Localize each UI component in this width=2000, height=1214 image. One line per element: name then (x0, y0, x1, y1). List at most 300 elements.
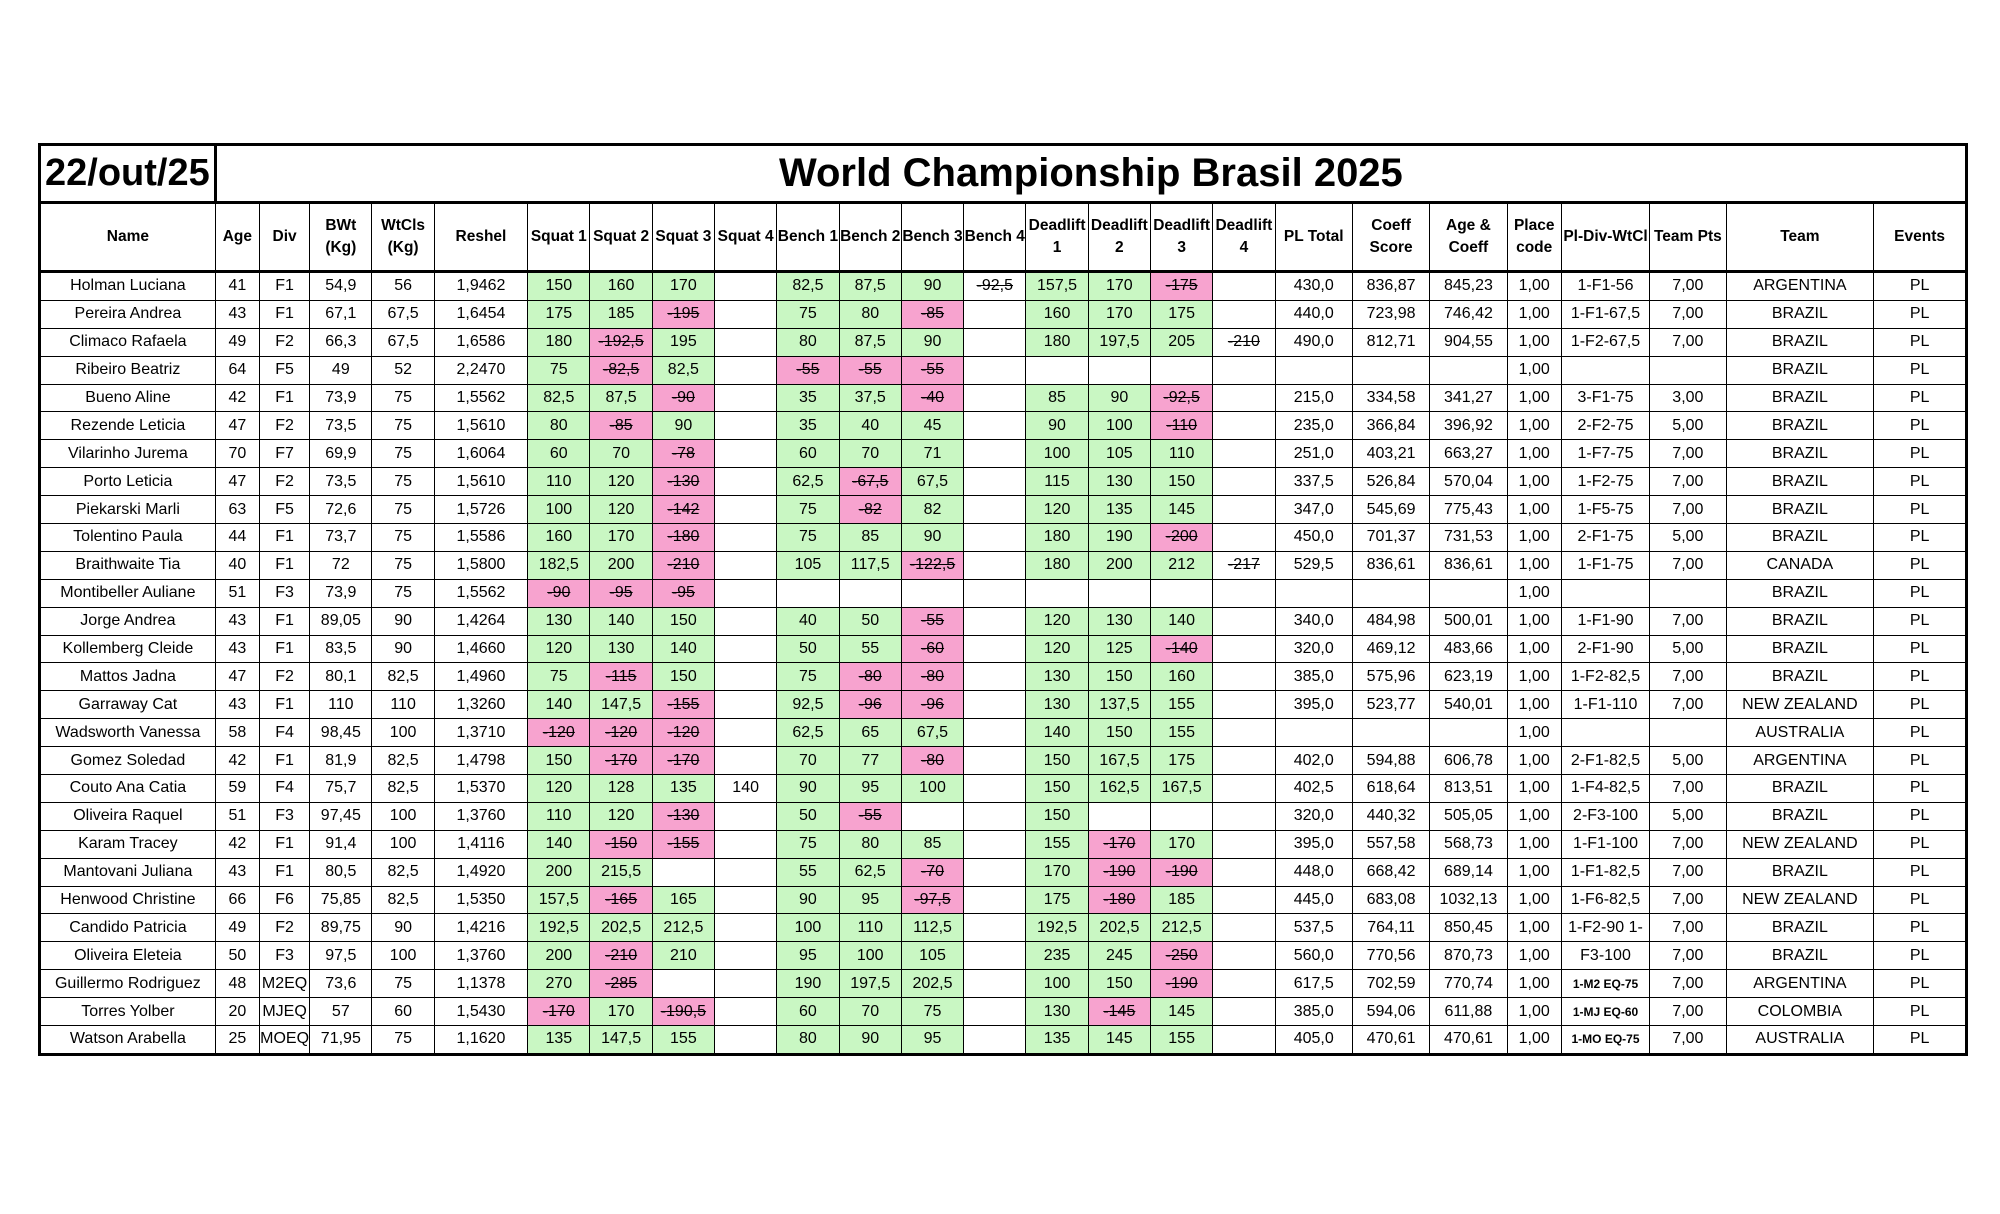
lift-attempt: -120 (652, 719, 714, 747)
lift-attempt: -165 (590, 886, 652, 914)
lift-attempt: 105 (1088, 440, 1150, 468)
lift-attempt: 130 (1088, 607, 1150, 635)
place-code: 1,00 (1507, 635, 1561, 663)
pl-total (1275, 719, 1352, 747)
lift-attempt (1213, 468, 1275, 496)
age-coeff: 505,05 (1430, 802, 1507, 830)
table-row (40, 272, 1967, 301)
lift-attempt: 105 (777, 551, 839, 579)
column-header: Deadlift 2 (1088, 203, 1150, 272)
lift-attempt: 215,5 (590, 858, 652, 886)
lift-attempt (964, 328, 1026, 356)
column-header: Squat 2 (590, 203, 652, 272)
lift-attempt: 70 (590, 440, 652, 468)
athlete-name: Watson Arabella (40, 1026, 216, 1055)
lift-attempt (1213, 802, 1275, 830)
age-coeff: 500,01 (1430, 607, 1507, 635)
lift-attempt (715, 328, 777, 356)
table-row (40, 524, 1967, 552)
athlete-name: Mantovani Juliana (40, 858, 216, 886)
lift-attempt: 175 (1026, 886, 1088, 914)
place-code: 1,00 (1507, 1026, 1561, 1055)
reshel-coefficient: 1,5610 (434, 468, 527, 496)
lift-attempt: 192,5 (1026, 914, 1088, 942)
athlete-name: Gomez Soledad (40, 747, 216, 775)
lift-attempt: 35 (777, 384, 839, 412)
table-row (40, 663, 1967, 691)
athlete-age: 43 (215, 607, 259, 635)
lift-attempt: 80 (528, 412, 590, 440)
lift-attempt (1088, 579, 1150, 607)
lift-attempt: -80 (901, 663, 963, 691)
lift-attempt: 80 (839, 830, 901, 858)
lift-attempt: 170 (652, 272, 714, 301)
bodyweight: 67,1 (310, 300, 372, 328)
weight-class: 82,5 (372, 886, 434, 914)
lift-attempt: 95 (839, 775, 901, 803)
place-code: 1,00 (1507, 356, 1561, 384)
weight-class: 60 (372, 998, 434, 1026)
lift-attempt: 100 (777, 914, 839, 942)
reshel-coefficient: 1,4264 (434, 607, 527, 635)
table-row (40, 607, 1967, 635)
lift-attempt: 145 (1150, 496, 1212, 524)
place-div-wtcl: 1-F4-82,5 (1561, 775, 1649, 803)
athlete-division: F1 (259, 272, 309, 301)
reshel-coefficient: 1,1378 (434, 970, 527, 998)
lift-attempt (715, 607, 777, 635)
lift-attempt: -140 (1150, 635, 1212, 663)
lift-attempt (964, 970, 1026, 998)
athlete-division: F1 (259, 691, 309, 719)
place-div-wtcl (1561, 579, 1649, 607)
lift-attempt: 197,5 (1088, 328, 1150, 356)
lift-attempt: 87,5 (590, 384, 652, 412)
team-name: BRAZIL (1726, 802, 1874, 830)
lift-attempt: -200 (1150, 524, 1212, 552)
team-name: COLOMBIA (1726, 998, 1874, 1026)
lift-attempt: 67,5 (901, 719, 963, 747)
age-coeff: 836,61 (1430, 551, 1507, 579)
lift-attempt: 155 (1026, 830, 1088, 858)
lift-attempt: 195 (652, 328, 714, 356)
weight-class: 52 (372, 356, 434, 384)
lift-attempt: 162,5 (1088, 775, 1150, 803)
lift-attempt: 192,5 (528, 914, 590, 942)
lift-attempt: -170 (652, 747, 714, 775)
lift-attempt: 100 (839, 942, 901, 970)
athlete-division: F5 (259, 356, 309, 384)
lift-attempt (964, 942, 1026, 970)
coeff-score: 545,69 (1352, 496, 1429, 524)
lift-attempt (715, 384, 777, 412)
place-div-wtcl: 3-F1-75 (1561, 384, 1649, 412)
team-points: 7,00 (1650, 914, 1726, 942)
lift-attempt: 235 (1026, 942, 1088, 970)
team-points: 5,00 (1650, 747, 1726, 775)
table-row (40, 802, 1967, 830)
lift-attempt: 75 (777, 663, 839, 691)
lift-attempt (964, 300, 1026, 328)
lift-attempt: 75 (528, 663, 590, 691)
lift-attempt (964, 579, 1026, 607)
lift-attempt: 140 (1150, 607, 1212, 635)
lift-attempt: 100 (1026, 970, 1088, 998)
lift-attempt (1213, 719, 1275, 747)
lift-attempt: 155 (652, 1026, 714, 1055)
bodyweight: 72,6 (310, 496, 372, 524)
pl-total (1275, 356, 1352, 384)
lift-attempt: 160 (1026, 300, 1088, 328)
lift-attempt (715, 300, 777, 328)
age-coeff: 540,01 (1430, 691, 1507, 719)
lift-attempt: 105 (901, 942, 963, 970)
column-header: Bench 1 (777, 203, 839, 272)
column-header: Deadlift 3 (1150, 203, 1212, 272)
lift-attempt: 200 (528, 858, 590, 886)
place-div-wtcl: 1-F2-82,5 (1561, 663, 1649, 691)
lift-attempt: 170 (590, 998, 652, 1026)
lift-attempt (1213, 635, 1275, 663)
lift-attempt (1213, 858, 1275, 886)
lift-attempt: 180 (1026, 551, 1088, 579)
lift-attempt: -217 (1213, 551, 1275, 579)
team-name: AUSTRALIA (1726, 1026, 1874, 1055)
lift-attempt: 120 (528, 635, 590, 663)
bodyweight: 73,5 (310, 468, 372, 496)
team-name: AUSTRALIA (1726, 719, 1874, 747)
weight-class: 82,5 (372, 858, 434, 886)
lift-attempt: 95 (839, 886, 901, 914)
lift-attempt: 150 (1026, 775, 1088, 803)
column-header: Deadlift 1 (1026, 203, 1088, 272)
lift-attempt: -60 (901, 635, 963, 663)
athlete-name: Guillermo Rodriguez (40, 970, 216, 998)
coeff-score: 836,87 (1352, 272, 1429, 301)
place-code: 1,00 (1507, 440, 1561, 468)
lift-attempt: 45 (901, 412, 963, 440)
place-div-wtcl: 1-F2-67,5 (1561, 328, 1649, 356)
lift-attempt (715, 886, 777, 914)
lift-attempt (715, 524, 777, 552)
lift-attempt: 135 (652, 775, 714, 803)
coeff-score (1352, 719, 1429, 747)
events: PL (1874, 384, 1967, 412)
coeff-score: 594,88 (1352, 747, 1429, 775)
lift-attempt: 120 (590, 802, 652, 830)
weight-class: 100 (372, 942, 434, 970)
pl-total: 537,5 (1275, 914, 1352, 942)
weight-class: 75 (372, 412, 434, 440)
table-row (40, 440, 1967, 468)
lift-attempt: 182,5 (528, 551, 590, 579)
lift-attempt: -115 (590, 663, 652, 691)
lift-attempt (1213, 412, 1275, 440)
lift-attempt (964, 719, 1026, 747)
lift-attempt: 87,5 (839, 272, 901, 301)
team-points: 7,00 (1650, 328, 1726, 356)
coeff-score: 557,58 (1352, 830, 1429, 858)
athlete-name: Porto Leticia (40, 468, 216, 496)
coeff-score: 575,96 (1352, 663, 1429, 691)
pl-total (1275, 579, 1352, 607)
reshel-coefficient: 1,3760 (434, 942, 527, 970)
athlete-division: F2 (259, 412, 309, 440)
table-row (40, 858, 1967, 886)
lift-attempt: 212 (1150, 551, 1212, 579)
lift-attempt: -70 (901, 858, 963, 886)
reshel-coefficient: 1,3760 (434, 802, 527, 830)
athlete-age: 59 (215, 775, 259, 803)
lift-attempt: 50 (777, 802, 839, 830)
lift-attempt: -92,5 (1150, 384, 1212, 412)
coeff-score: 334,58 (1352, 384, 1429, 412)
team-points: 7,00 (1650, 858, 1726, 886)
reshel-coefficient: 1,3710 (434, 719, 527, 747)
lift-attempt (715, 719, 777, 747)
age-coeff: 1032,13 (1430, 886, 1507, 914)
coeff-score: 683,08 (1352, 886, 1429, 914)
lift-attempt: 167,5 (1150, 775, 1212, 803)
coeff-score (1352, 356, 1429, 384)
athlete-name: Couto Ana Catia (40, 775, 216, 803)
lift-attempt (715, 635, 777, 663)
lift-attempt: 135 (528, 1026, 590, 1055)
place-code: 1,00 (1507, 663, 1561, 691)
athlete-name: Bueno Aline (40, 384, 216, 412)
lift-attempt: 135 (1088, 496, 1150, 524)
coeff-score: 366,84 (1352, 412, 1429, 440)
bodyweight: 110 (310, 691, 372, 719)
table-row (40, 942, 1967, 970)
athlete-division: F1 (259, 747, 309, 775)
place-code: 1,00 (1507, 719, 1561, 747)
lift-attempt: 67,5 (901, 468, 963, 496)
lift-attempt (1213, 272, 1275, 301)
lift-attempt: 75 (777, 830, 839, 858)
lift-attempt: 90 (1088, 384, 1150, 412)
age-coeff: 746,42 (1430, 300, 1507, 328)
age-coeff: 483,66 (1430, 635, 1507, 663)
lift-attempt: -155 (652, 691, 714, 719)
place-code: 1,00 (1507, 328, 1561, 356)
age-coeff: 850,45 (1430, 914, 1507, 942)
results-rows (40, 272, 1967, 1055)
table-row (40, 970, 1967, 998)
weight-class: 67,5 (372, 328, 434, 356)
column-header: Squat 1 (528, 203, 590, 272)
lift-attempt (1150, 356, 1212, 384)
lift-attempt: -190 (1150, 858, 1212, 886)
lift-attempt (964, 691, 1026, 719)
coeff-score: 668,42 (1352, 858, 1429, 886)
lift-attempt (715, 551, 777, 579)
lift-attempt: 120 (1026, 635, 1088, 663)
lift-attempt: 200 (590, 551, 652, 579)
team-name: BRAZIL (1726, 914, 1874, 942)
lift-attempt (1213, 356, 1275, 384)
lift-attempt: -122,5 (901, 551, 963, 579)
athlete-division: F3 (259, 802, 309, 830)
bodyweight: 97,45 (310, 802, 372, 830)
coeff-score: 526,84 (1352, 468, 1429, 496)
reshel-coefficient: 1,5430 (434, 998, 527, 1026)
team-points: 7,00 (1650, 272, 1726, 301)
athlete-name: Tolentino Paula (40, 524, 216, 552)
table-row (40, 1026, 1967, 1055)
place-div-wtcl: F3-100 (1561, 942, 1649, 970)
lift-attempt: 120 (1026, 607, 1088, 635)
lift-attempt: 77 (839, 747, 901, 775)
column-header: Bench 2 (839, 203, 901, 272)
lift-attempt (901, 802, 963, 830)
column-header: Age (215, 203, 259, 272)
lift-attempt: 175 (1150, 747, 1212, 775)
events: PL (1874, 440, 1967, 468)
team-name: BRAZIL (1726, 468, 1874, 496)
reshel-coefficient: 1,6454 (434, 300, 527, 328)
column-header: Bench 4 (964, 203, 1026, 272)
team-points: 7,00 (1650, 300, 1726, 328)
lift-attempt: 75 (777, 300, 839, 328)
lift-attempt: 70 (839, 998, 901, 1026)
team-name: BRAZIL (1726, 496, 1874, 524)
lift-attempt (964, 747, 1026, 775)
lift-attempt: 112,5 (901, 914, 963, 942)
team-points: 7,00 (1650, 970, 1726, 998)
events: PL (1874, 300, 1967, 328)
team-name: BRAZIL (1726, 579, 1874, 607)
place-div-wtcl: 1-F1-56 (1561, 272, 1649, 301)
lift-attempt: 92,5 (777, 691, 839, 719)
lift-attempt: 200 (528, 942, 590, 970)
reshel-coefficient: 1,6586 (434, 328, 527, 356)
table-row (40, 747, 1967, 775)
lift-attempt: 115 (1026, 468, 1088, 496)
lift-attempt: 35 (777, 412, 839, 440)
events: PL (1874, 412, 1967, 440)
team-points: 7,00 (1650, 830, 1726, 858)
athlete-age: 42 (215, 747, 259, 775)
coeff-score: 594,06 (1352, 998, 1429, 1026)
place-code: 1,00 (1507, 747, 1561, 775)
column-header: Name (40, 203, 216, 272)
weight-class: 75 (372, 524, 434, 552)
place-div-wtcl (1561, 719, 1649, 747)
athlete-division: F1 (259, 384, 309, 412)
lift-attempt: -85 (901, 300, 963, 328)
page-title: World Championship Brasil 2025 (215, 145, 1966, 203)
athlete-division: F1 (259, 830, 309, 858)
team-points (1650, 719, 1726, 747)
pl-total: 251,0 (1275, 440, 1352, 468)
athlete-division: F2 (259, 663, 309, 691)
place-code: 1,00 (1507, 914, 1561, 942)
lift-attempt: -120 (528, 719, 590, 747)
lift-attempt (964, 1026, 1026, 1055)
bodyweight: 97,5 (310, 942, 372, 970)
lift-attempt: 50 (777, 635, 839, 663)
place-code: 1,00 (1507, 607, 1561, 635)
lift-attempt: 180 (528, 328, 590, 356)
lift-attempt (1088, 356, 1150, 384)
pl-total: 440,0 (1275, 300, 1352, 328)
table-row (40, 551, 1967, 579)
lift-attempt: -150 (590, 830, 652, 858)
lift-attempt: -90 (652, 384, 714, 412)
lift-attempt (1213, 747, 1275, 775)
team-points: 7,00 (1650, 551, 1726, 579)
athlete-division: F2 (259, 914, 309, 942)
athlete-division: F4 (259, 719, 309, 747)
column-header: PL Total (1275, 203, 1352, 272)
place-div-wtcl: 2-F1-75 (1561, 524, 1649, 552)
place-div-wtcl: 1-F2-90 1- (1561, 914, 1649, 942)
lift-attempt: -192,5 (590, 328, 652, 356)
results-sheet (38, 143, 1968, 1056)
team-points: 5,00 (1650, 524, 1726, 552)
bodyweight: 49 (310, 356, 372, 384)
coeff-score: 618,64 (1352, 775, 1429, 803)
reshel-coefficient: 1,4116 (434, 830, 527, 858)
pl-total: 395,0 (1275, 830, 1352, 858)
reshel-coefficient: 1,6064 (434, 440, 527, 468)
age-coeff: 770,74 (1430, 970, 1507, 998)
reshel-coefficient: 1,5726 (434, 496, 527, 524)
place-code: 1,00 (1507, 886, 1561, 914)
lift-attempt (715, 691, 777, 719)
reshel-coefficient: 1,9462 (434, 272, 527, 301)
athlete-age: 49 (215, 914, 259, 942)
lift-attempt (1150, 802, 1212, 830)
events: PL (1874, 607, 1967, 635)
athlete-age: 41 (215, 272, 259, 301)
lift-attempt (1213, 384, 1275, 412)
table-row (40, 886, 1967, 914)
lift-attempt (1213, 300, 1275, 328)
lift-attempt (1213, 524, 1275, 552)
bodyweight: 89,75 (310, 914, 372, 942)
lift-attempt: 140 (1026, 719, 1088, 747)
team-points: 7,00 (1650, 1026, 1726, 1055)
lift-attempt: 120 (528, 775, 590, 803)
team-name: BRAZIL (1726, 858, 1874, 886)
athlete-division: F3 (259, 942, 309, 970)
lift-attempt: 185 (1150, 886, 1212, 914)
team-points: 7,00 (1650, 496, 1726, 524)
lift-attempt: 100 (1026, 440, 1088, 468)
lift-attempt: -210 (1213, 328, 1275, 356)
place-div-wtcl: 2-F1-82,5 (1561, 747, 1649, 775)
table-row (40, 412, 1967, 440)
age-coeff: 775,43 (1430, 496, 1507, 524)
reshel-coefficient: 1,4920 (434, 858, 527, 886)
place-code: 1,00 (1507, 998, 1561, 1026)
lift-attempt: 130 (1026, 691, 1088, 719)
team-points (1650, 579, 1726, 607)
athlete-age: 47 (215, 663, 259, 691)
athlete-name: Candido Patricia (40, 914, 216, 942)
lift-attempt (964, 524, 1026, 552)
lift-attempt (964, 914, 1026, 942)
lift-attempt: 155 (1150, 691, 1212, 719)
lift-attempt: 202,5 (901, 970, 963, 998)
coeff-score: 764,11 (1352, 914, 1429, 942)
column-header: Deadlift 4 (1213, 203, 1275, 272)
place-code: 1,00 (1507, 300, 1561, 328)
lift-attempt: 150 (1088, 719, 1150, 747)
table-row (40, 775, 1967, 803)
